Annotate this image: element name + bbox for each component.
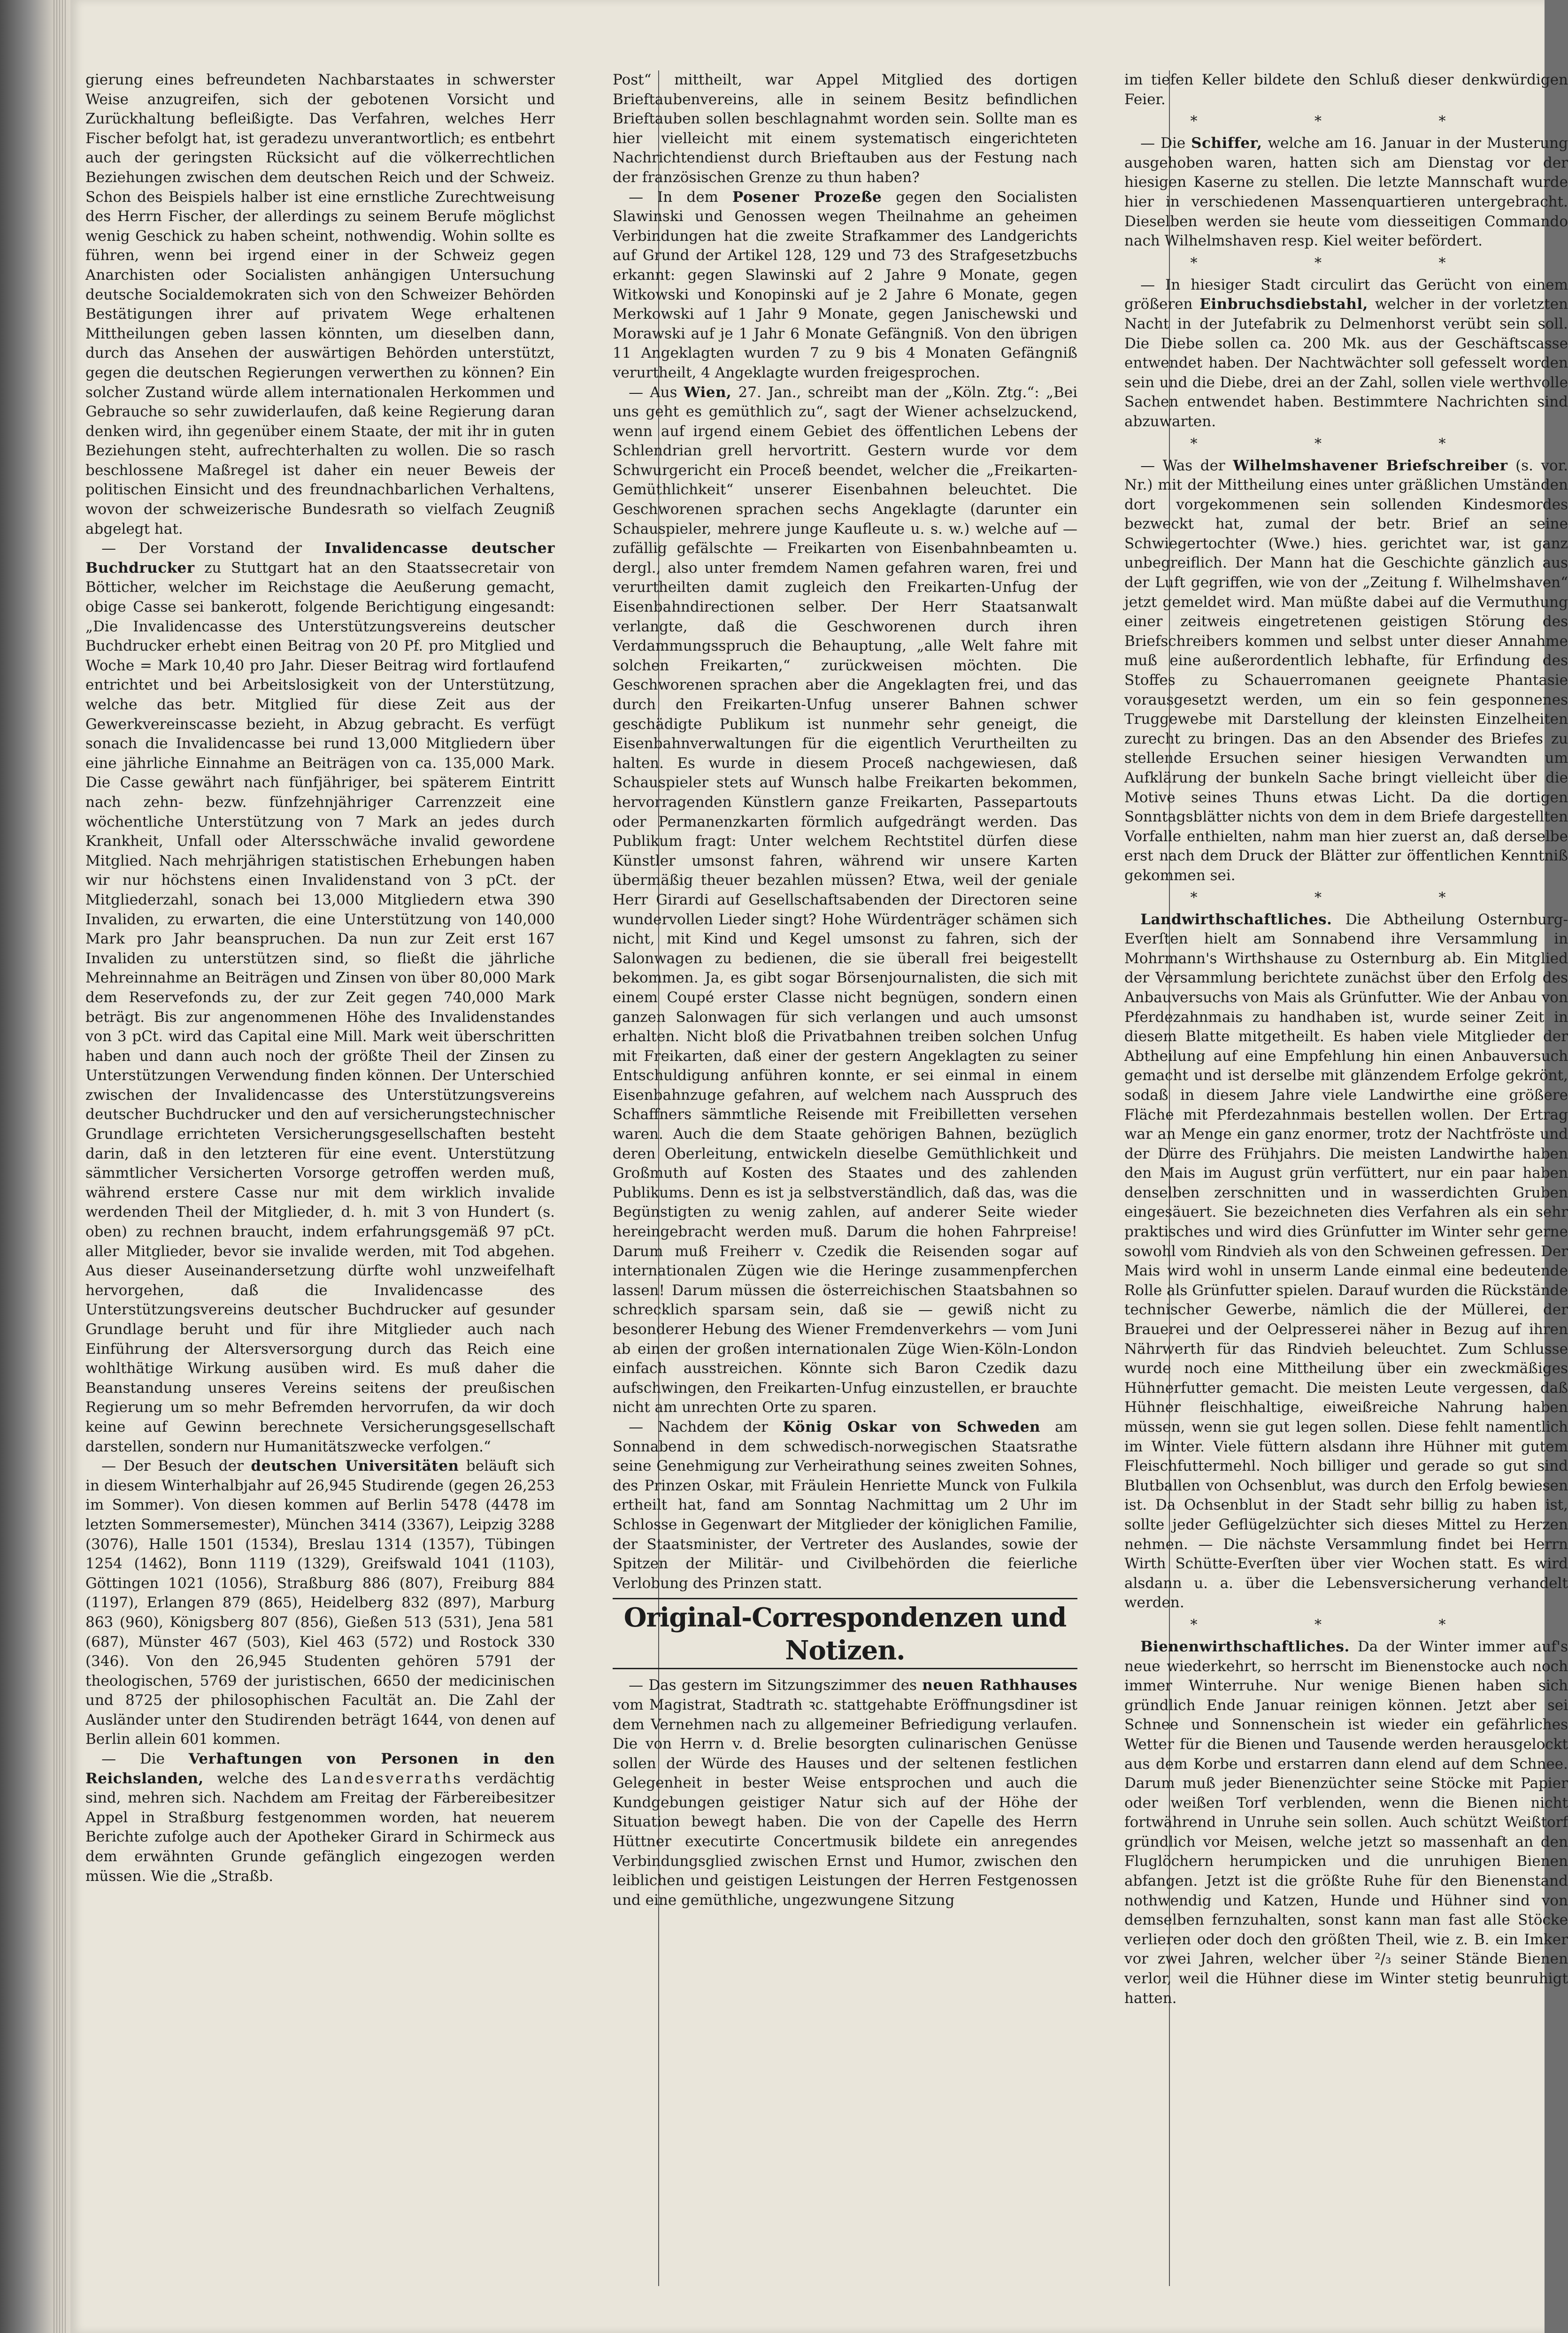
text: — Aus: [629, 384, 684, 401]
text: welche des: [203, 1770, 321, 1787]
article-heading: deutschen Universitäten: [251, 1458, 459, 1475]
text: 27. Jan., schreibt man der „Köln. Ztg.“: „Bei uns geht es gemüthlich zu“, sagt der Wiener achselzuckend, wenn auf irgend einem Gebiet des öffentlichen Lebens der Schlendrian grell hervortritt. Gestern wurde vor dem Schwurgericht ein Proceß beendet, welcher die „Freikarten-Gemüthlichkeit“ unserer Eisenbahnen beleuchtet. Die Geschworenen sprachen sechs Angeklagte (darunter ein Schauspieler, mehrere junge Kaufleute u. s. w.) welche auf — zufällig gefälschte — Freikarten von Eisenbahnbeamten u. dergl., also unter fremdem Namen gefahren waren, frei und verurtheilten damit zugleich den Freikarten-Unfug der Eisenbahndirectionen selber. Der Herr Staatsanwalt verlangte, daß die Geschworenen durch ihren Verdammungsspruch die Behauptung, „alle Welt fahre mit solchen Freikarten,“ zurückweisen möchten. Die Geschworenen sprachen aber die Angeklagten frei, und das durch den Freikarten-Unfug unserer Bahnen schwer geschädigte Publikum ist nunmehr sehr geneigt, die Eisenbahnverwaltungen für die eigentlich Verurtheilten zu halten. Es wurde in diesem Proceß nachgewiesen, daß Schauspieler stets auf Wunsch halbe Freikarten bekommen, hervorragenden Künstlern ganze Freikarten, Passepartouts oder Permanenzkarten förmlich aufgedrängt werden. Das Publikum fragt: Unter welchem Rechtstitel dürfen diese Künstler umsonst fahren, während wir unsere Karten übermäßig theuer bezahlen müssen? Etwa, weil der geniale Herr Girardi auf Gesellschaftsabenden der Directoren seine wundervollen Lieder singt? Hohe Würdenträger schämen sich nicht, mit Kind und Kegel umsonst zu fahren, sich der Salonwagen zu bedienen, die sie überall frei beigestellt bekommen. Ja, es gibt sogar Börsenjournalisten, die sich mit einem Coupé erster Classe nicht begnügen, sondern einen ganzen Salonwagen für sich verlangen und auch umsonst erhalten. Nicht bloß die Privatbahnen treiben solchen Unfug mit Freikarten, daß einer der gestern Angeklagten zu seiner Entschuldigung anführen konnte, er sei einmal in einem Eisenbahnzuge gefahren, auf welchem nach Ausspruch des Schaffners sämmtliche Reisende mit Freibilletten versehen waren. Auch die dem Staate gehörigen Bahnen, bezüglich deren Oberleitung, entwickeln dieselbe Gemüthlichkeit und Großmuth auf Kosten des Staates und des zahlenden Publikums. Denn es ist ja selbstverständlich, daß das, was die Begünstigten zu wenig zahlen, auf anderer Seite wieder hereingebracht werden muß. Darum die hohen Fahrpreise! Darum muß Freiherr v. Czedik die Reisenden sogar auf internationalen Zügen wie die Heringe zusammenpferchen lassen! Darum müssen die österreichischen Staatsbahnen so schrecklich sparsam sein, daß sie — gewiß nicht zu besonderer Hebung des Wiener Fremdenverkehrs — vom Juni ab einen der großen internationalen Züge Wien-Köln-London einfach ausstreichen. Könnte sich Baron Czedik dazu aufschwingen, den Freikarten-Unfug einzustellen, er brauchte nicht am unrechten Orte zu sparen.: [613, 384, 1077, 1416]
text: Die Abtheilung Osternburg-Everſten hielt am Sonnabend ihre Versammlung in Mohrmann's Wirthshause zu Osternburg ab. Ein Mitglied der Versammlung berichtete zunächst über den Erfolg des Anbauversuchs von Mais als Grünfutter. Wie der Anbau von Pferdezahnmais zu handhaben ist, wurde seiner Zeit in diesem Blatte mitgetheilt. Es haben viele Mitglieder der Abtheilung auf eine Empfehlung hin einen Anbauversuch gemacht und ist derselbe mit glänzendem Erfolge gekrönt, sodaß in diesem Jahre viele Landwirthe eine größere Fläche mit Pferdezahnmais bestellen wollen. Der Ertrag war an Menge ein ganz enormer, trotz der Nachtfröste und der Dürre des Frühjahrs. Die meisten Landwirthe haben den Mais im August grün verfüttert, nur ein paar haben denselben zerschnitten und in wasserdichten Gruben eingesäuert. Sie bezeichneten dies Verfahren als ein sehr praktisches und wird dies Grünfutter im Winter sehr gerne sowohl vom Rindvieh als von den Schweinen gefressen. Der Mais wird wohl in unserm Lande einmal eine bedeutende Rolle als Grünfutter spielen. Darauf wurden die Rückstände technischer Gewerbe, nämlich die der Müllerei, der Brauerei und der Oelpresserei näher in Bezug auf ihren Nährwerth für das Rindvieh beleuchtet. Zum Schlusse wurde noch eine Mittheilung über ein zweckmäßiges Hühnerfutter gemacht. Die meisten Leute vergessen, daß Hühner fleischhaltige, eiweißreiche Nahrung haben müssen, wenn sie gut legen sollen. Diese fehlt namentlich im Winter. Viele füttern alsdann ihre Hühner mit gutem Fleischfuttermehl. Noch billiger und gerade so gut sind Blutballen von Ochsenblut, was durch den Erfolg bewiesen ist. Da Ochsenblut in der Stadt sehr billig zu haben ist, sollte jeder Geflügelzüchter sich dieses Mittel zu Herzen nehmen. — Die nächste Versammlung findet bei Herrn Wirth Schütte-Everſten über vier Wochen statt. Es wird alsdann u. a. über die Lebensversicherung verhandelt werden.: [1124, 911, 1568, 1612]
section-title: Original-Correspondenzen und Notizen.: [613, 1598, 1077, 1669]
article-invalidencasse: [85, 539, 555, 1457]
article-heading: Invalidencasse deutscher Buchdrucker: [85, 540, 555, 576]
separator-stars: * * *: [1190, 113, 1502, 130]
text: (s. vor. Nr.) mit der Mittheilung eines unter gräßlichen Umständen dort vorgekommenen sein sollenden Kindesmordes bezweckt hat, zumal der betr. Brief an seine Schwiegertochter (Wwe.) hies. gerichtet war, ist ganz unbegreiflich. Der Mann hat die Geschichte gänzlich aus der Luft gegriffen, wie von der „Zeitung f. Wilhelmshaven“ jetzt gemeldet wird. Man müßte dabei auf die Vermuthung einer zeitweis eingetretenen geistigen Störung des Briefschreibers kommen und selbst unter dieser Annahme muß eine außerordentlich lebhafte, für Erfindung des Stoffes zu Schauerromanen geeignete Phantasie vorausgesetzt werden, um ein so fein gesponnenes Truggewebe mit Darstellung der kleinsten Einzelheiten zurecht zu bringen. Das an den Absender des Briefes zu stellende Ersuchen seiner hiesigen Verwandten um Aufklärung der bunkeln Sache bringt vielleicht über die Motive seines Thuns etwas Licht. Da die dortigen Sonntagsblätter nichts von dem in dem Briefe dargestellten Vorfalle enthielten, nahm man hier zuerst an, daß derselbe erst nach dem Druck der Blätter zur öffentlichen Kenntniß gekommen sei.: [1124, 457, 1568, 884]
text: welcher in der vorletzten Nacht in der Jutefabrik zu Delmenhorst verübt sein soll. Die Diebe sollen ca. 200 Mk. aus der Geschäftscasse entwendet haben. Der Nachtwächter soll gefesselt worden sein und die Diebe, drei an der Zahl, sollen viele werthvolle Sachen entwendet haben. Bestimmtere Nachrichten sind abzuwarten.: [1124, 296, 1568, 430]
paragraph: Post“ mittheilt, war Appel Mitglied des dortigen Brieftaubenvereins, alle in seinem Besitz befindlichen Brieftauben sollen beschlagnahmt worden sein. Sollte man es hier vielleicht mit einem systematisch eingerichteten Nachrichtendienst durch Brieftauben aus der Festung nach der französischen Grenze zu thun haben?: [613, 71, 1077, 186]
article-heading: König Oskar von Schweden: [783, 1418, 1040, 1435]
article-bienenwirthschaftliches: [1124, 1637, 1568, 2008]
text: beläuft sich in diesem Winterhalbjahr auf 26,945 Studirende (gegen 26,253 im Sommer). Von diesen kommen auf Berlin 5478 (4478 im letzten Sommersemester), München 3414 (3367), Leipzig 3288 (3076), Halle 1501 (1534), Breslau 1314 (1357), Tübingen 1254 (1462), Bonn 1119 (1329), Greifswald 1041 (1103), Göttingen 1021 (1056), Straßburg 886 (807), Freiburg 884 (1197), Erlangen 879 (865), Heidelberg 832 (897), Marburg 863 (960), Königsberg 807 (856), Gießen 513 (531), Jena 581 (687), Münster 467 (503), Kiel 463 (572) und Rostock 330 (346). Von den 26,945 Studenten gehören 5791 der theologischen, 5769 der juristischen, 6650 der medicinischen und 8725 der philosophischen Facultät an. Die Zahl der Ausländer unter den Studirenden beträgt 1644, von denen auf Berlin allein 601 kommen.: [85, 1458, 555, 1748]
column-3: [1124, 70, 1568, 2314]
text: welche am 16. Januar in der Musterung ausgehoben waren, hatten sich am Dienstag vor der hiesigen Kaserne zu stellen. Die letzte Mannschaft wurde hier in verschiedenen Massenquartieren untergebracht. Dieselben werden sie heute vom diesseitigen Commando nach Wilhelmshaven resp. Kiel weiter befördert.: [1124, 135, 1568, 250]
text: — Die: [1140, 135, 1191, 152]
text: zu Stuttgart hat an den Staatssecretair von Bötticher, welcher im Reichstage die Aeußerung gemacht, obige Casse sei bankerott, folgende Berichtigung eingesandt: „Die Invalidencasse des Unterstützungsvereins deutscher Buchdrucker erhebt einen Beitrag von 20 Pf. pro Mitglied und Woche = Mark 10,40 pro Jahr. Dieser Beitrag wird fortlaufend entrichtet und bei Arbeitslosigkeit von der Unterstützung, welche das betr. Mitglied für diese Zeit aus der Gewerkvereinscasse bezieht, in Abzug gebracht. Es verfügt sonach die Invalidencasse bei rund 13,000 Mitgliedern über eine jährliche Einnahme an Beiträgen von ca. 135,000 Mark. Die Casse gewährt nach fünfjähriger, bei späterem Eintritt nach zehn- bezw. fünfzehnjähriger Carrenzzeit eine wöchentliche Unterstützung von 7 Mark an jedes durch Krankheit, Unfall oder Altersschwäche invalid gewordene Mitglied. Nach mehrjährigen statistischen Erhebungen haben wir nur höchstens einen Invalidenstand von 3 pCt. der Mitgliederzahl, sonach bei 13,000 Mitgliedern etwa 390 Invaliden, zu erwarten, die eine Unterstützung von 140,000 Mark pro Jahr beanspruchen. Da nun zur Zeit erst 167 Invaliden zu unterstützen sind, so fließt die jährliche Mehreinnahme an Beiträgen und Zinsen von über 80,000 Mark dem Reservefonds zu, der zur Zeit gegen 740,000 Mark beträgt. Bis zur angenommenen Höhe des Invalidenstandes von 3 pCt. wird das Capital eine Mill. Mark weit überschritten haben und dann auch noch der größte Theil der Zinsen zu Unterstützungen Verwendung finden können. Der Unterschied zwischen der Invalidencasse des Unterstützungsvereins deutscher Buchdrucker und den auf versicherungstechnischer Grundlage errichteten Versicherungsgesellschaften besteht darin, daß in den letzteren für eine event. Unterstützung sämmtlicher Versicherten Vorsorge getroffen werden muß, während erstere Casse nur mit dem wirklich invalide werdenden Theil der Mitglieder, d. h. mit 3 von Hundert (s. oben) zu rechnen braucht, indem erfahrungsgemäß 97 pCt. aller Mitglieder, bevor sie invalide werden, mit Tod abgehen. Aus dieser Auseinandersetzung dürfte wohl unzweifelhaft hervorgehen, daß die Invalidencasse des Unterstützungsvereins deutscher Buchdrucker auf gesunder Grundlage beruht und für ihre Mitglieder auch nach Einführung der Altersversorgung durch das Reich eine wohlthätige Wirkung ausüben wird. Es muß daher die Beanstandung unseres Vereins seitens der preußischen Regierung um so mehr Befremden hervorrufen, da wir doch keine auf Gewinn berechnete Versicherungsgesellschaft darstellen, sondern nur Humanitätszwecke verfolgen.“: [85, 559, 555, 1455]
article-heading: neuen Rathhauses: [922, 1677, 1077, 1694]
article-koenig-oskar: [613, 1418, 1077, 1593]
text: — Der Vorstand der: [101, 540, 325, 557]
text: — Was der: [1140, 457, 1233, 474]
article-heading: Bienenwirthschaftliches.: [1140, 1638, 1350, 1655]
article-heading: Verhaftungen von Personen in den Reichslanden,: [85, 1750, 555, 1787]
text: vom Magistrat, Stadtrath ꝛc. stattgehabte Eröffnungsdiner ist dem Vernehmen nach zu allgemeiner Befriedigung verlaufen. Die von Herrn v. d. Brelie besorgten culinarischen Genüsse sollen der Würde des Hauses und der seltenen festlichen Gelegenheit in bester Weise entsprochen und auch die Kundgebungen geistiger Natur sich auf der Höhe der Situation bewegt haben. Die von der Capelle des Herrn Hüttner executirte Concertmusik bildete ein anregendes Verbindungsglied zwischen Ernst und Humor, zwischen den leiblichen und geistigen Leistungen der Herren Festgenossen und eine gemüthliche, ungezwungene Sitzung: [613, 1696, 1077, 1909]
article-schiffer: [1124, 134, 1568, 251]
article-einbruchsdiebstahl: [1124, 276, 1568, 432]
article-heading: Landwirthschaftliches.: [1140, 911, 1332, 928]
text: Da der Winter immer auf's neue wiederkehrt, so herrscht im Bienenstocke auch noch immer Winterruhe. Nur wenige Bienen haben sich gründlich Ende Januar reinigen können. Jetzt aber sei Schnee und Sonnenschein ist wieder ein gefährliches Wetter für die Bienen und Tausende werden herausgelockt aus dem Korbe und erstarren dann elend auf dem Schnee. Darum muß jeder Bienenzüchter seine Stöcke mit Papier oder weißen Torf verblenden, wenn die Bienen nicht fortwährend in Unruhe sein sollen. Auch schützt Weißtorf gründlich vor Meisen, welche jetzt so massenhaft an den Fluglöchern herumpicken und die unruhigen Bienen abfangen. Jetzt ist die größte Ruhe für den Bienenstand nothwendig und Katzen, Hunde und Hühner sind von demselben fernzuhalten, sonst kann man fast alle Stöcke verlieren oder doch den größten Theil, wie z. B. ein Imker vor zwei Jahren, welcher über ²/₃ seiner Stände Bienen verlor, weil die Hühner diese im Winter stetig beunruhigt hatten.: [1124, 1638, 1568, 2007]
column-2: [613, 70, 1077, 2314]
article-briefschreiber: [1124, 456, 1568, 886]
article-heading: Wien,: [684, 384, 732, 401]
article-rathhaus: [613, 1676, 1077, 1910]
book-spine-edge: [0, 0, 70, 2333]
article-universitaeten: [85, 1457, 555, 1750]
article-verhaftungen: [85, 1750, 555, 1886]
article-landwirthschaftliches: [1124, 910, 1568, 1613]
paragraph: im tiefen Keller bildete den Schluß dieser denkwürdigen Feier.: [1124, 71, 1568, 108]
article-heading: Wilhelmshavener Briefschreiber: [1233, 457, 1508, 474]
separator-stars: * * *: [1190, 254, 1502, 271]
text: gegen den Socialisten Slawinski und Genossen wegen Theilnahme an geheimen Verbindungen hat die zweite Strafkammer des Landgerichts auf Grund der Artikel 128, 129 und 73 des Strafgesetzbuchs erkannt: gegen Slawinski auf 2 Jahre 9 Monate, gegen Witkowski und Konopinski auf je 2 Jahre 6 Monate, gegen Merkowski auf 1 Jahr 9 Monate, gegen Janischewski und Morawski auf je 1 Jahr 6 Monate Gefängniß. Von den übrigen 11 Angeklagten wurden 7 zu 9 bis 4 Monaten Gefängniß verurtheilt, 4 Angeklagte wurden freigesprochen.: [613, 188, 1078, 381]
article-wien: [613, 383, 1077, 1418]
article-heading: Posener Prozeße: [732, 188, 882, 206]
separator-stars: * * *: [1190, 889, 1502, 906]
text: — In hiesiger Stadt circulirt das Gerücht von einem größeren: [1124, 276, 1568, 313]
spaced-text: Landesverraths: [321, 1770, 463, 1787]
article-heading: Einbruchsdiebstahl,: [1199, 296, 1368, 313]
article-posener-prozess: [613, 188, 1077, 383]
paragraph: gierung eines befreundeten Nachbarstaates in schwerster Weise anzugreifen, sich der gebotenen Vorsicht und Zurückhaltung befleißigte. Das Verfahren, welches Herr Fischer befolgt hat, ist geradezu unverantwortlich; es entbehrt auch der geringsten Rücksicht auf die völkerrechtlichen Beziehungen zwischen dem deutschen Reich und der Schweiz. Schon des Beispiels halber ist eine ernstliche Zurechtweisung des Herrn Fischer, der allerdings zu seinem Berufe möglichst wenig Geschick zu haben scheint, nothwendig. Wohin sollte es führen, wenn bei irgend einer in der Schweiz gegen Anarchisten oder Socialisten anhängigen Untersuchung deutsche Socialdemokraten sich von den Schweizer Behörden Bestätigungen ihrer auf privatem Wege erhaltenen Mittheilungen geben lassen könnten, um dieselben dann, durch das Ansehen der auswärtigen Behörden unterstützt, gegen die deutschen Regierungen verwerthen zu können? Ein solcher Zustand würde allem internationalen Herkommen und Gebrauche so sehr zuwiderlaufen, daß keine Regierung daran denken wird, ihn gegenüber einem Staate, der mit ihr in guten Beziehungen steht, aufrechterhalten zu wollen. Die so rasch beschlossene Maßregel ist daher ein neuer Beweis der politischen Einsicht und des freundnachbarlichen Verhaltens, wovon der schweizerische Bundesrath so vielfach Zeugniß abgelegt hat.: [85, 71, 555, 537]
text: — Nachdem der: [629, 1418, 783, 1435]
text: am Sonnabend in dem schwedisch-norwegischen Staatsrathe seine Genehmigung zur Verheirathung seines zweiten Sohnes, des Prinzen Oskar, mit Fräulein Henriette Munck von Fulkila ertheilt hat, fand am Sonntag Nachmittag um 2 Uhr im Schlosse in Gegenwart der Mitglieder der königlichen Familie, der Staatsminister, der Vertreter des Auslandes, sowie der Spitzen der Militär- und Civilbehörden die feierliche Verlobung des Prinzen statt.: [613, 1418, 1078, 1592]
separator-stars: * * *: [1190, 435, 1502, 452]
text: — Die: [101, 1750, 189, 1768]
separator-stars: * * *: [1190, 1616, 1502, 1633]
text: verdächtig sind, mehren sich. Nachdem am Freitag der Färbereibesitzer Appel in Straßburg festgenommen worden, hat neuerem Berichte zufolge auch der Apotheker Girard in Schirmeck aus dem erwähnten Grunde gefänglich eingezogen werden müssen. Wie die „Straßb.: [85, 1770, 555, 1885]
text: — In dem: [629, 188, 732, 206]
text: — Das gestern im Sitzungszimmer des: [629, 1677, 922, 1694]
article-heading: Schiffer,: [1191, 135, 1262, 152]
text: — Der Besuch der: [101, 1458, 251, 1475]
column-1: [85, 70, 555, 2314]
